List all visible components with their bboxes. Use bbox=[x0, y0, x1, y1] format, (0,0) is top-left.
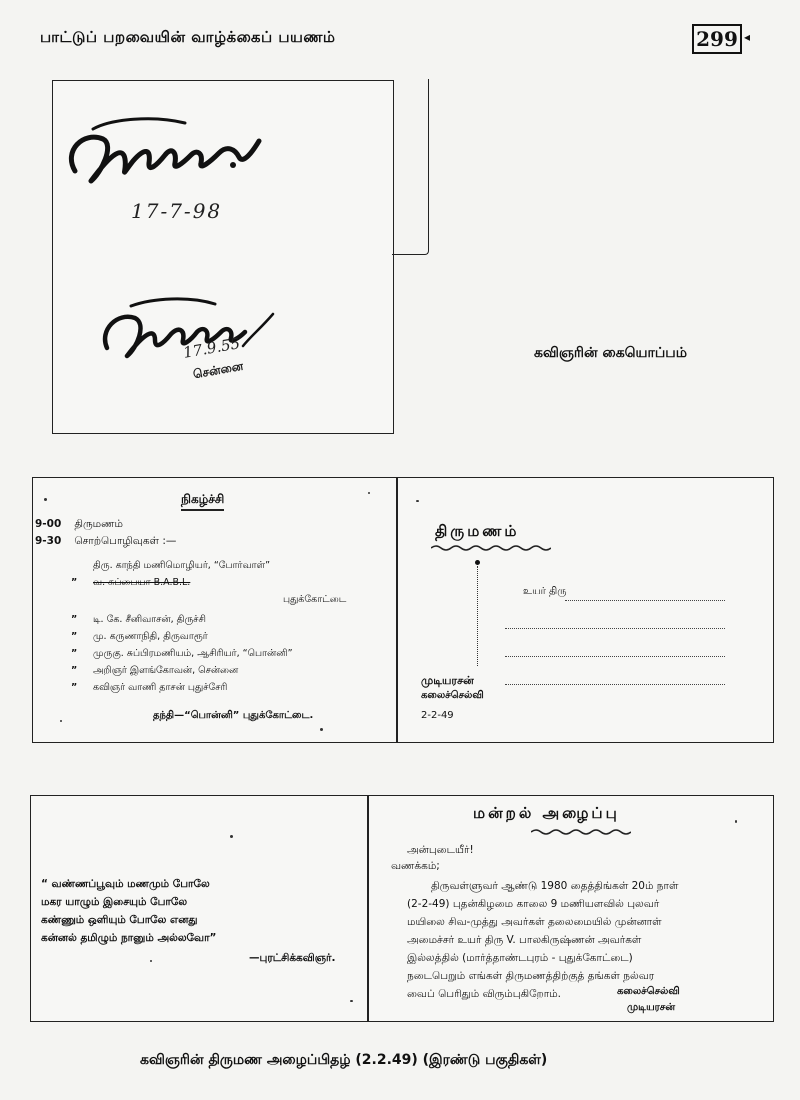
speaker-row: ” வ. சுப்பையா B.A.B.L. bbox=[71, 577, 191, 588]
body-line: திருவள்ளுவர் ஆண்டு 1980 தைத்திங்கள் 20ம் நாள் bbox=[431, 880, 679, 892]
signature-place-2: சென்னை bbox=[191, 358, 245, 382]
signatory-2: முடியரசன் bbox=[627, 1002, 676, 1013]
poem-line: மகர யாழும் இசையும் போலே bbox=[41, 896, 188, 908]
address-line bbox=[565, 600, 725, 601]
stamp-marker bbox=[475, 560, 480, 565]
page-edge-mark: ◂ bbox=[744, 30, 751, 44]
signature-1 bbox=[53, 111, 283, 201]
poem-line: கன்னல் தமிழும் நானும் அல்லவோ” bbox=[41, 932, 217, 944]
card-divider bbox=[367, 796, 369, 1021]
signature-caption: கவிஞரின் கையொப்பம் bbox=[534, 345, 687, 361]
poem-line: “ வண்ணப்பூவும் மணமும் போலே bbox=[41, 878, 210, 890]
speaker-row: ” கவிஞர் வாணி தாசன் புதுச்சேரி bbox=[71, 682, 228, 693]
invitation-card-1 bbox=[32, 477, 774, 743]
running-head: பாட்டுப் பறவையின் வாழ்க்கைப் பயணம் bbox=[40, 28, 336, 46]
signature-date-1: 17-7-98 bbox=[131, 199, 223, 223]
speaker-row: ” அறிஞர் இளங்கோவன், சென்னை bbox=[71, 665, 239, 676]
date-stamp: 2-2-49 bbox=[421, 710, 454, 721]
salutation: அன்புடையீர்! bbox=[407, 844, 474, 856]
telegram-note: தந்தி—“பொன்னி” புதுக்கோட்டை. bbox=[153, 710, 314, 721]
signature-date-2: 17.9.55 bbox=[181, 334, 242, 362]
body-line: அமைச்சர் உயர் திரு V. பாலகிருஷ்ணன் அவர்கள் bbox=[407, 934, 642, 946]
speaker-row: ” டி. கே. சீனிவாசன், திருச்சி bbox=[71, 614, 206, 625]
body-line: நடைபெறும் எங்கள் திருமணத்திற்குத் தங்கள் நல்வர bbox=[407, 970, 655, 982]
scan-speck bbox=[735, 820, 737, 823]
scan-speck bbox=[150, 960, 152, 962]
signatory-1: கலைச்செல்வி bbox=[617, 986, 680, 997]
body-line: (2-2-49) புதன்கிழமை காலை 9 மணியளவில் புலவர் bbox=[407, 898, 660, 910]
greeting: வணக்கம்; bbox=[391, 860, 440, 872]
scan-speck bbox=[368, 492, 370, 494]
invitation-title: மன்றல் அழைப்பு bbox=[473, 804, 620, 822]
schedule-item: திருமணம் bbox=[74, 518, 123, 530]
scan-speck bbox=[416, 500, 419, 502]
card-divider bbox=[396, 478, 398, 742]
schedule-row bbox=[35, 535, 176, 548]
body-line: வைப் பெரிதும் விரும்புகிறோம். bbox=[407, 988, 561, 1000]
schedule-time: 9-00 bbox=[35, 518, 62, 530]
address-prefix: உயர் திரு bbox=[523, 586, 567, 597]
wedding-title: திருமணம் bbox=[435, 522, 520, 540]
signature-2 bbox=[93, 286, 293, 376]
body-line: இல்லத்தில் (மார்த்தாண்டபுரம் - புதுக்கோட்டை) bbox=[407, 952, 633, 964]
address-line bbox=[505, 684, 725, 685]
speaker-row: ” முருகு. சுப்பிரமணியம், ஆசிரியர், “பொன்னி” bbox=[71, 648, 293, 659]
schedule-item: சொற்பொழிவுகள் :— bbox=[74, 535, 177, 547]
speaker-row: திரு. காந்தி மணிமொழியர், “போர்வாள்” bbox=[93, 560, 271, 571]
signature-box bbox=[52, 80, 394, 434]
speaker-row: புதுக்கோட்டை bbox=[283, 594, 347, 605]
schedule-time: 9-30 bbox=[35, 535, 62, 547]
invitation-caption: கவிஞரின் திருமண அழைப்பிதழ் (2.2.49) (இரண்டு பகுதிகள்) bbox=[140, 1052, 548, 1068]
scan-speck bbox=[350, 1000, 353, 1002]
poem-line: கண்ணும் ஒளியும் போலே எனது bbox=[41, 914, 198, 926]
page-number: 299 bbox=[692, 24, 742, 54]
program-title: நிகழ்ச்சி bbox=[181, 492, 224, 511]
address-line bbox=[505, 656, 725, 657]
box-bracket bbox=[392, 79, 429, 255]
stamp-guide-line bbox=[477, 566, 479, 666]
sender-name: முடியரசன் bbox=[421, 674, 474, 687]
scan-speck bbox=[230, 835, 233, 838]
scan-speck bbox=[320, 728, 323, 731]
poem-attribution: —புரட்சிக்கவிஞர். bbox=[249, 952, 336, 964]
address-line bbox=[505, 628, 725, 629]
speaker-row: ” மு. கருணாநிதி, திருவாரூர் bbox=[71, 631, 208, 642]
wavy-underline bbox=[431, 544, 551, 552]
body-line: மயிலை சிவ-முத்து அவர்கள் தலைமையில் முன்னாள் bbox=[407, 916, 662, 928]
scan-speck bbox=[60, 720, 62, 722]
schedule-row bbox=[35, 518, 123, 531]
invitation-card-2 bbox=[30, 795, 774, 1022]
wavy-underline bbox=[531, 828, 631, 836]
sender-bride: கலைச்செல்வி bbox=[421, 690, 484, 701]
scan-speck bbox=[44, 498, 47, 501]
